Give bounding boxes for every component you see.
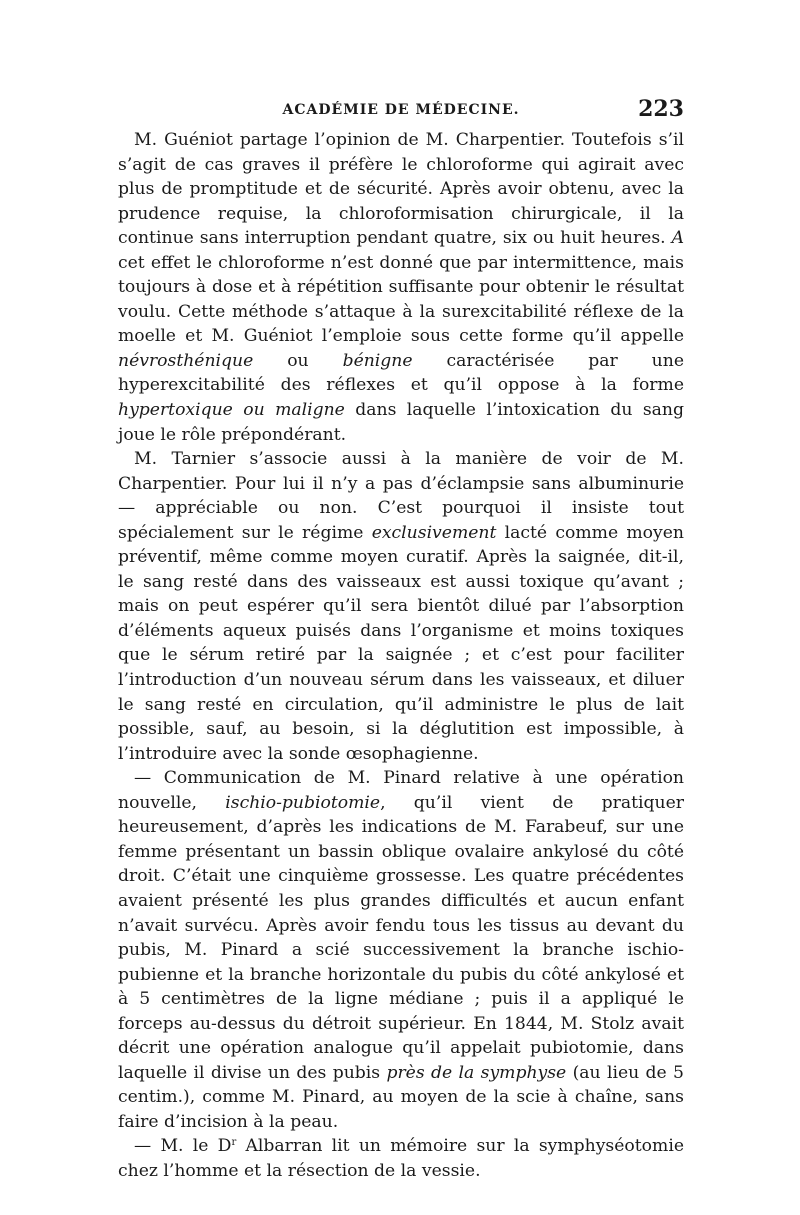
paragraph xyxy=(118,1134,684,1183)
text-run: , qu’il vient de pratiquer heureusement, d’après les indications de M. Farabeuf, sur une femme présentant un bassin oblique ovalaire ankylosé du côté droit. C’était une cinquième grossesse. Les quatre précédentes avaient présenté les plus grandes difficultés et aucun enfant n’avait survécu. Après avoir fendu tous les tissus au devant du pubis, M. Pinard a scié successivement la branche ischio-pubienne et la branche horizontale du pubis du côté ankylosé et à 5 centimètres de la ligne médiane ; puis il a appliqué le forceps au-dessus du détroit supérieur. En 1844, M. Stolz avait décrit une opération analogue qu’il appelait pubiotomie, dans laquelle il divise un des pubis xyxy=(118,792,684,1083)
paragraph xyxy=(118,766,684,1134)
italic-text: exclusivement xyxy=(371,522,497,543)
paragraph xyxy=(118,447,684,766)
text-run: lacté comme moyen préventif, même comme moyen curatif. Après la saignée, dit-il, le sang resté dans des vaisseaux est aussi toxique qu’avant ; mais on peut espérer qu’il sera bientôt dilué par l’absorption d’éléments aqueux puisés dans l’organisme et moins toxiques que le sérum retiré par la saignée ; et c’est pour faciliter l’introduction d’un nouveau sérum dans les vaisseaux, et diluer le sang resté en circulation, qu’il administre le plus de lait possible, sauf, au besoin, si la déglutition est impossible, à l’introduire avec la sonde œsophagienne. xyxy=(118,522,684,764)
text-run: cet effet le chloroforme n’est donné que par intermittence, mais toujours à dose et à répétition suffisante pour obtenir le résultat voulu. Cette méthode s’attaque à la surexcitabilité réflexe de la moelle et M. Guéniot l’emploie sous cette forme qu’il appelle xyxy=(118,252,684,347)
text-run: ou xyxy=(253,350,343,371)
italic-text: A xyxy=(671,228,684,249)
page-header xyxy=(118,96,684,126)
body-text xyxy=(118,128,684,1184)
paragraph xyxy=(118,128,684,447)
superscript-text: r xyxy=(231,1137,237,1149)
italic-text: bénigne xyxy=(342,350,413,371)
running-head: ACADÉMIE DE MÉDECINE. xyxy=(282,102,520,118)
text-run: caractérisée par une hyperexcitabilité des réflexes et qu’il oppose à la forme xyxy=(118,350,684,396)
page-number: 223 xyxy=(638,96,684,122)
text-run: — Communication de M. Pinard relative à une opération nouvelle, xyxy=(118,768,684,813)
text-run: M. Guéniot partage l’opinion de M. Charpentier. Toutefois s’il s’agit de cas graves il préfère le chloroforme qui agirait avec plus de promptitude et de sécurité. Après avoir obtenu, avec la prudence requise, la chloroformisation chirurgicale, il la continue sans interruption pendant quatre, six ou huit heures. xyxy=(118,130,684,249)
text-run: M. Tarnier s’associe aussi à la manière de voir de M. Charpentier. Pour lui il n’y a pas d’éclampsie sans albuminurie — appréciable ou non. C’est pourquoi il insiste tout spécialement sur le régime xyxy=(118,449,684,543)
text-run: — M. le D xyxy=(134,1136,232,1157)
text-run: Albarran lit un mémoire sur la symphyséotomie chez l’homme et la résection de la vessie. xyxy=(118,1136,684,1181)
italic-text: névrosthénique xyxy=(118,350,254,371)
text-run: dans laquelle l’intoxication du sang joue le rôle prépondérant. xyxy=(118,400,684,445)
italic-text: près de la symphyse xyxy=(386,1062,567,1083)
text-run: (au lieu de 5 centim.), comme M. Pinard, au moyen de la scie à chaîne, sans faire d’incision à la peau. xyxy=(118,1062,684,1132)
italic-text: ischio-pubiotomie xyxy=(225,792,381,813)
italic-text: hypertoxique ou maligne xyxy=(118,400,345,421)
